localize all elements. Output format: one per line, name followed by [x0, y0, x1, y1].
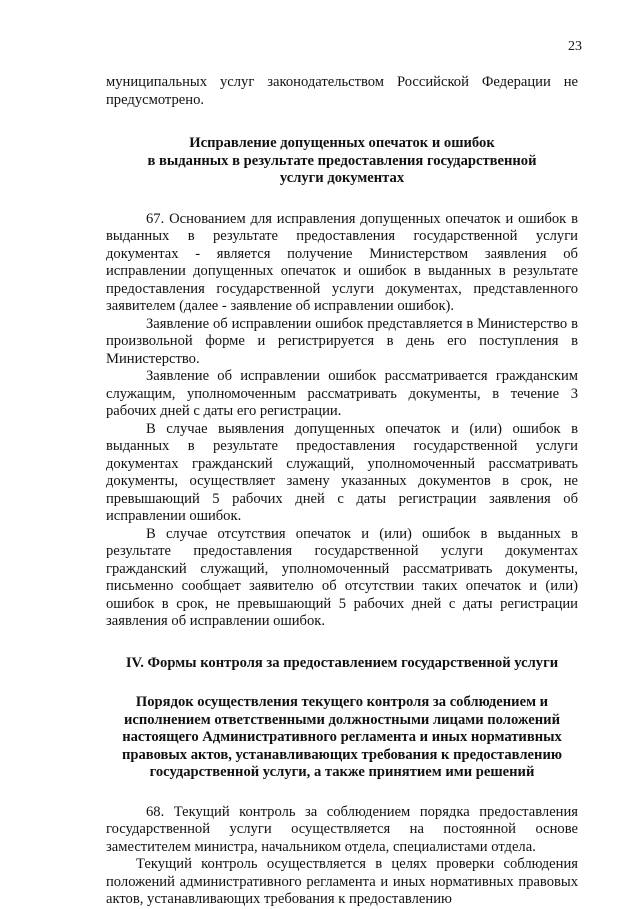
corrections-paragraph: В случае выявления допущенных опечаток и (или) ошибок в выданных в результате предоставления государственной услуги документах гражданский служащий, уполномоченный рассматривать документы, осуществляет замену указанных документов в срок, не превышающий 5 рабочих дней с даты регистрации заявления об исправлении ошибок.: [106, 420, 578, 524]
corrections-paragraph: В случае отсутствия опечаток и (или) ошибок в выданных в результате предоставления государственной услуги документах гражданский служащий, уполномоченный рассматривать документы, письменно сообщает заявителю об отсутствии таких опечаток и (или) ошибок в срок, не превышающий 5 рабочих дней с даты регистрации заявления об исправлении ошибок.: [106, 525, 578, 629]
corrections-heading: [106, 135, 578, 188]
continuation-paragraph: муниципальных услуг законодательством Российской Федерации не предусмотрено.: [106, 74, 578, 108]
control-heading-line: исполнением ответственными должностными лицами положений: [124, 711, 560, 728]
corrections-heading-line: Исправление допущенных опечаток и ошибок: [189, 135, 495, 151]
corrections-heading-line: услуги документах: [279, 170, 405, 186]
control-paragraph: Текущий контроль осуществляется в целях проверки соблюдения положений административного регламента и иных нормативных правовых актов, устанавливающих требования к предоставлению: [106, 856, 578, 907]
page-number: 23: [568, 39, 582, 54]
corrections-paragraph: Заявление об исправлении ошибок представляется в Министерство в произвольной форме и регистрируется в день его поступления в Министерство.: [106, 315, 578, 367]
paragraph-68: 68. Текущий контроль за соблюдением порядка предоставления государственной услуги осуществляется на постоянной основе заместителем министра, начальником отдела, специалистами отдела.: [106, 803, 578, 855]
control-heading-line: настоящего Административного регламента и иных нормативных: [122, 729, 562, 745]
corrections-heading-line: в выданных в результате предоставления государственной: [147, 152, 537, 169]
corrections-paragraph: Заявление об исправлении ошибок рассматривается гражданским служащим, уполномоченным рассматривать документы, в течение 3 рабочих дней с даты его регистрации.: [106, 368, 578, 419]
section-iv-heading: IV. Формы контроля за предоставлением государственной услуги: [125, 654, 559, 671]
paragraph-67: 67. Основанием для исправления допущенных опечаток и ошибок в выданных в результате предоставления государственной услуги документах - является получение Министерством заявления об исправлении допущенных опечаток и ошибок в выданных в результате предоставления государственной услуги документах, представленного заявителем (далее - заявление об исправлении ошибок).: [106, 210, 578, 314]
control-heading-line: государственной услуги, а также принятием ими решений: [149, 764, 535, 780]
control-heading-line: Порядок осуществления текущего контроля за соблюдением и: [135, 694, 549, 710]
control-heading-line: правовых актов, устанавливающих требования к предоставлению: [121, 746, 563, 763]
page-content: [106, 74, 578, 909]
control-heading: [106, 694, 578, 782]
